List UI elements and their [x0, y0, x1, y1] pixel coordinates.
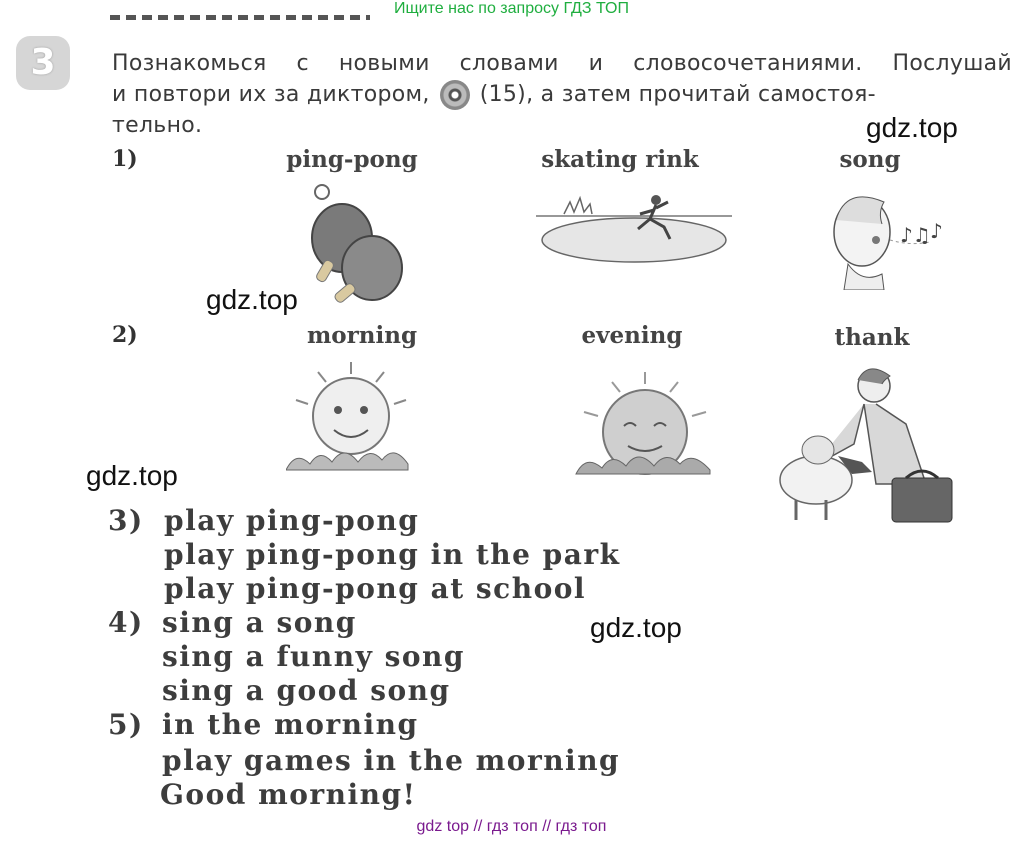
exercise-number-badge: 3 [16, 36, 70, 90]
evening-sun-image [572, 370, 718, 478]
watermark: gdz.top [866, 112, 958, 143]
man-and-dog-image [776, 360, 962, 530]
singing-boy-image [830, 186, 960, 290]
phrase-line: play ping-pong [164, 504, 420, 537]
svg-text:♪♫: ♪♫ [900, 223, 931, 247]
phrase-group-4-label: 4) [108, 606, 144, 639]
top-banner[interactable]: Ищите нас по запросу ГДЗ ТОП [394, 0, 629, 17]
phrase-line: play games in the morning [162, 744, 621, 777]
word-ping-pong: ping-pong [286, 146, 418, 173]
phrase-line: Good morning! [160, 778, 417, 811]
word-song: song [839, 146, 901, 173]
word-morning: morning [306, 322, 418, 349]
watermark: gdz.top [590, 612, 682, 643]
instruction-line-2b: (15), а затем прочитай самостоя- [479, 82, 876, 107]
audio-cd-icon[interactable] [440, 80, 470, 110]
watermark: gdz.top [86, 460, 178, 491]
phrase-group-5-label: 5) [108, 708, 144, 741]
word-thank: thank [834, 324, 910, 351]
instruction-line-2a: и повтори их за диктором, [112, 82, 430, 107]
section-1-label: 1) [112, 146, 138, 172]
morning-sun-image [286, 360, 416, 474]
skating-rink-image [536, 192, 732, 266]
instruction-line-3: тельно. [112, 113, 203, 138]
word-skating-rink: skating rink [541, 146, 699, 173]
word-evening: evening [581, 322, 683, 349]
bottom-banner[interactable]: gdz top // гдз топ // гдз топ [416, 818, 607, 835]
instruction-line-2 [112, 79, 1012, 110]
phrase-line: play ping-pong in the park [164, 538, 621, 571]
phrase-group-3-label: 3) [108, 504, 144, 537]
section-2-label: 2) [112, 322, 138, 348]
phrase-line: sing a song [162, 606, 357, 639]
svg-text:♪: ♪ [930, 219, 943, 243]
instruction-line-1: Познакомься с новыми словами и словосочетаниями. Послушай [112, 51, 1012, 76]
watermark: gdz.top [206, 284, 298, 315]
cropped-previous-line [10, 0, 510, 20]
phrase-line: sing a funny song [162, 640, 465, 673]
phrase-line: play ping-pong at school [164, 572, 587, 605]
phrase-line: in the morning [162, 708, 419, 741]
phrase-line: sing a good song [162, 674, 451, 707]
ping-pong-paddles-image [300, 178, 410, 308]
